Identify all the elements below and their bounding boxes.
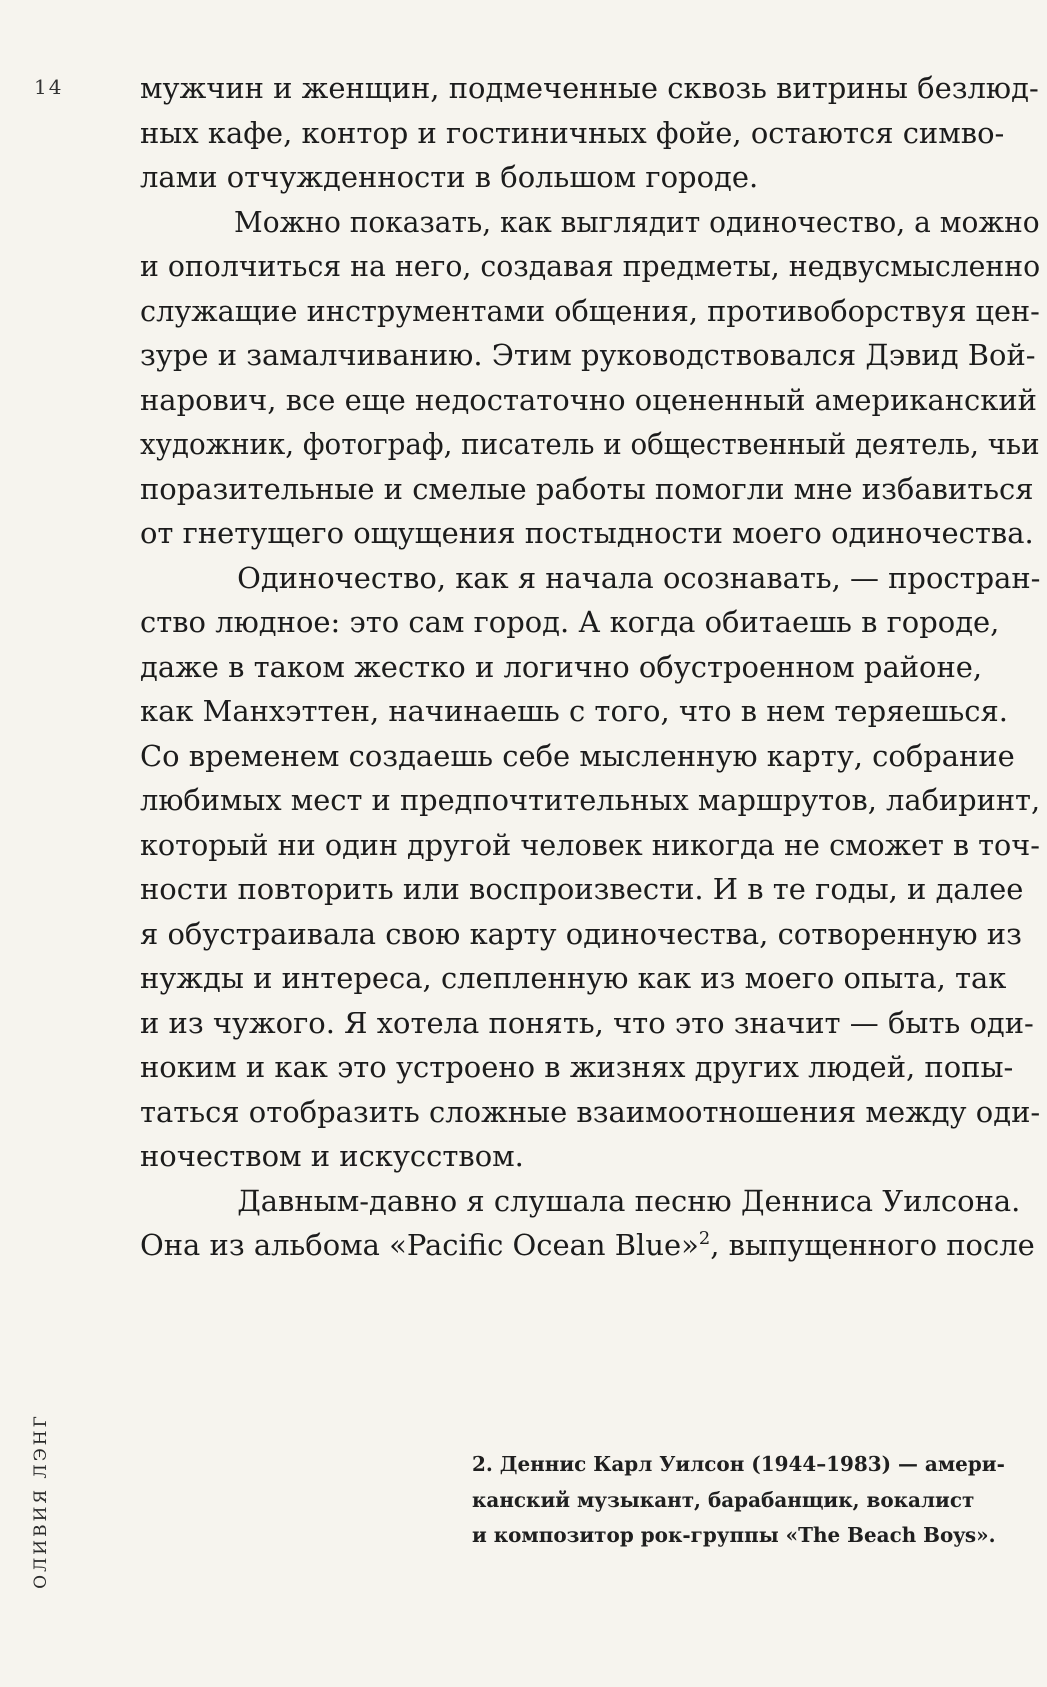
paragraph-start-line: Одиночество, как я начала осознавать, — простран- — [237, 560, 1041, 595]
text-line: мужчин и женщин, подмеченные сквозь витрины безлюд- — [140, 71, 1039, 105]
page-number: 14 — [34, 75, 64, 99]
footnote-line: канский музыкант, барабанщик, вокалист — [472, 1487, 975, 1512]
paragraph-start-line: Давным-давно я слушала песню Денниса Уилсона. — [237, 1183, 1021, 1218]
footnote — [472, 1447, 1047, 1554]
text-line: ночеством и искусством. — [140, 1139, 524, 1173]
text-line-with-footnote-ref — [140, 1223, 1040, 1268]
running-head-author: ОЛИВИЯ ЛЭНГ — [31, 1413, 51, 1589]
text-line: ство людное: это сам город. А когда обитаешь в городе, — [140, 605, 1000, 639]
text-line: служащие инструментами общения, противоборствуя цен- — [140, 293, 1040, 328]
text-line: нужды и интереса, слепленную как из моего опыта, так — [140, 961, 1007, 995]
text-line: и ополчиться на него, создавая предметы, недвусмысленно — [140, 249, 1041, 283]
text-line: любимых мест и предпочтительных маршрутов, лабиринт, — [140, 783, 1041, 817]
text-line: нарович, все еще недостаточно оцененный американский — [140, 382, 1037, 417]
text-line: лами отчужденности в большом городе. — [140, 160, 759, 194]
footnote-line: 2. Деннис Карл Уилсон (1944–1983) — амери- — [472, 1452, 1005, 1476]
text-segment: Она из альбома «Pacific Ocean Blue» — [140, 1228, 699, 1262]
footnote-line: и композитор рок-группы «The Beach Boys». — [472, 1523, 996, 1547]
text-line: ности повторить или воспроизвести. И в те годы, и далее — [140, 872, 1024, 906]
text-line: как Манхэттен, начинаешь с того, что в нем теряешься. — [140, 694, 1008, 728]
text-line: ноким и как это устроено в жизнях других людей, попы- — [140, 1050, 1014, 1084]
paragraph-start-line: Можно показать, как выглядит одиночество, а можно — [234, 204, 1040, 239]
text-line: Со временем создаешь себе мысленную карту, собрание — [140, 738, 1015, 773]
footnote-reference: 2 — [698, 1228, 711, 1249]
text-segment: , выпущенного после — [710, 1228, 1035, 1262]
text-line: который ни один другой человек никогда не сможет в точ- — [140, 827, 1040, 862]
text-line: зуре и замалчиванию. Этим руководствовался Дэвид Вой- — [140, 338, 1036, 372]
text-line: художник, фотограф, писатель и общественный деятель, чьи — [140, 427, 1040, 461]
text-line: я обустраивала свою карту одиночества, сотворенную из — [140, 916, 1022, 951]
text-line: таться отобразить сложные взаимоотношения между оди- — [140, 1094, 1041, 1129]
text-line: поразительные и смелые работы помогли мне избавиться — [140, 471, 1034, 506]
text-line: и из чужого. Я хотела понять, что это значит — быть оди- — [140, 1005, 1034, 1040]
text-line: ных кафе, контор и гостиничных фойе, остаются симво- — [140, 115, 1005, 150]
body-text — [140, 66, 1047, 1268]
text-line: даже в таком жестко и логично обустроенном районе, — [140, 649, 983, 684]
text-line: от гнетущего ощущения постыдности моего одиночества. — [140, 516, 1034, 550]
